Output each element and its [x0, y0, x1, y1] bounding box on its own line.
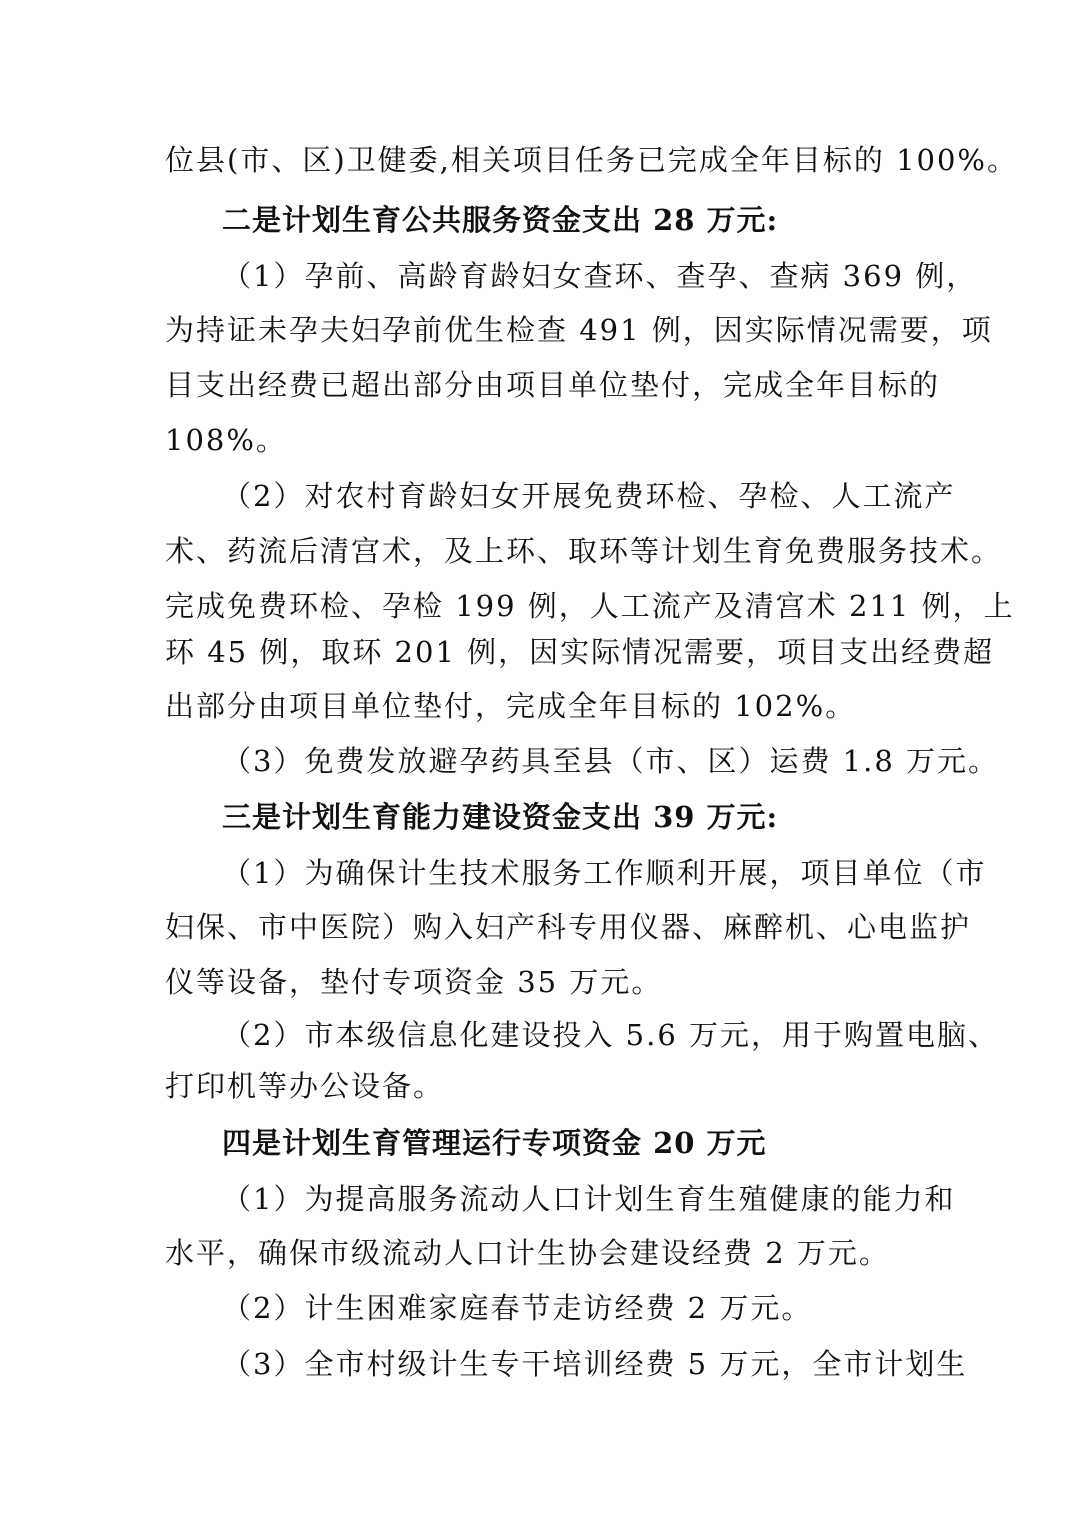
text-line-22: （2）计生困难家庭春节走访经费 2 万元。 — [222, 1291, 813, 1325]
text-line-7: （2）对农村育龄妇女开展免费环检、孕检、人工流产 — [222, 479, 956, 513]
text-line-23: （3）全市村级计生专干培训经费 5 万元，全市计划生 — [222, 1347, 968, 1381]
text-line-15: 妇保、市中医院）购入妇产科专用仪器、麻醉机、心电监护 — [165, 910, 972, 944]
text-line-1: 位县(市、区)卫健委,相关项目任务已完成全年目标的 100%。 — [165, 143, 1018, 177]
text-line-6: 108%。 — [165, 423, 287, 457]
text-line-16: 仪等设备，垫付专项资金 35 万元。 — [165, 965, 663, 999]
section-heading-3: 三是计划生育能力建设资金支出 39 万元: — [222, 800, 779, 834]
text-line-4: 为持证未孕夫妇孕前优生检查 491 例，因实际情况需要，项 — [165, 313, 993, 347]
text-line-18: 打印机等办公设备。 — [165, 1069, 445, 1103]
section-heading-4: 四是计划生育管理运行专项资金 20 万元 — [222, 1126, 767, 1160]
text-line-9: 完成免费环检、孕检 199 例，人工流产及清宫术 211 例，上 — [165, 589, 1015, 623]
text-line-20: （1）为提高服务流动人口计划生育生殖健康的能力和 — [222, 1182, 956, 1216]
text-line-3: （1）孕前、高龄育龄妇女查环、查孕、查病 369 例， — [222, 259, 978, 293]
text-line-8: 术、药流后清宫术，及上环、取环等计划生育免费服务技术。 — [165, 534, 1003, 568]
text-line-10: 环 45 例，取环 201 例，因实际情况需要，项目支出经费超 — [165, 635, 995, 669]
text-line-17: （2）市本级信息化建设投入 5.6 万元，用于购置电脑、 — [222, 1018, 1000, 1052]
section-heading-2: 二是计划生育公共服务资金支出 28 万元: — [222, 203, 779, 237]
text-line-12: （3）免费发放避孕药具至县（市、区）运费 1.8 万元。 — [222, 744, 1000, 778]
text-line-21: 水平，确保市级流动人口计生协会建设经费 2 万元。 — [165, 1236, 890, 1270]
text-line-14: （1）为确保计生技术服务工作顺利开展，项目单位（市 — [222, 856, 987, 890]
text-line-11: 出部分由项目单位垫付，完成全年目标的 102%。 — [165, 689, 857, 723]
text-line-5: 目支出经费已超出部分由项目单位垫付，完成全年目标的 — [165, 368, 941, 402]
